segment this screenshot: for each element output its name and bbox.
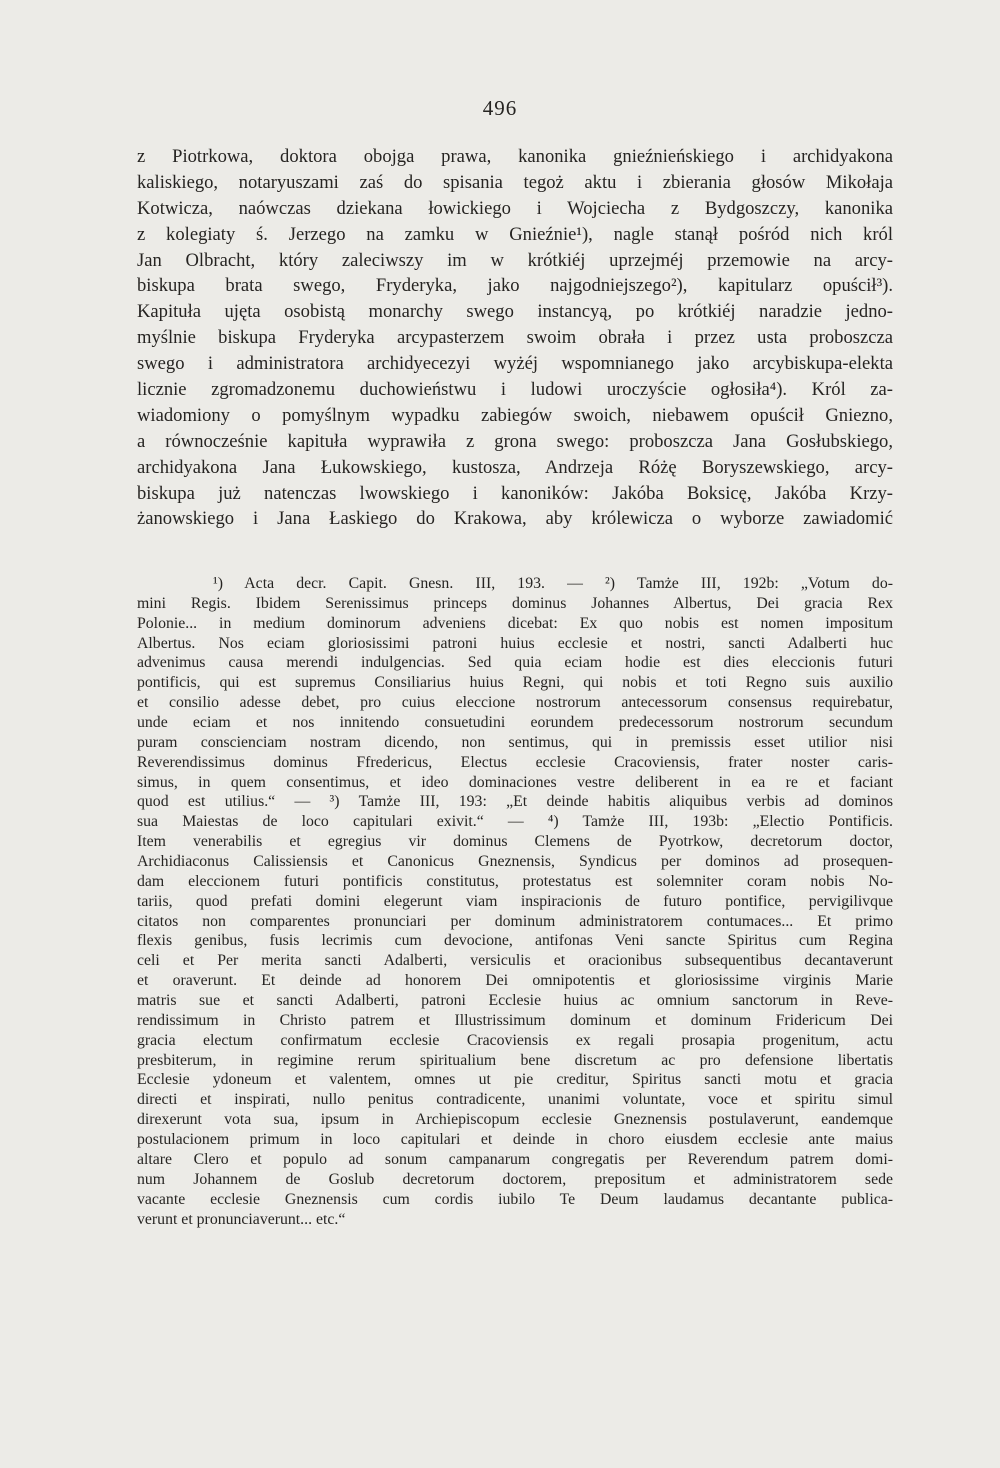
footnote-line: sua Maiestas de loco capitulari exivit.“ — ⁴) Tamże III, 193b: „Electio Pontificis. xyxy=(137,813,893,831)
footnote-line: rendissimum in Christo patrem et Illustrissimum dominum et dominum Fridericum Dei xyxy=(137,1011,893,1029)
footnote-line: Archidiaconus Calissiensis et Canonicus Gneznensis, Syndicus per dominos ad prosequen- xyxy=(137,853,893,871)
footnote-line: ¹) Acta decr. Capit. Gnesn. III, 193. — ²) Tamże III, 192b: „Votum do- xyxy=(213,575,893,592)
main-text-line: z Piotrkowa, doktora obojga prawa, kanonika gnieźnieńskiego i archidyakona xyxy=(137,146,893,167)
footnote-line: citatos non comparentes pronunciari per dominum administratorem contumaces... Et primo xyxy=(137,912,893,930)
footnote-line: postulacionem primum in loco capitulari et deinde in choro eiusdem ecclesie ante maius xyxy=(137,1131,893,1149)
footnote-line: num Johannem de Goslub decretorum doctorem, prepositum et administratorem sede xyxy=(137,1170,893,1188)
footnote-line: tariis, quod prefati domini elegerunt viam inspiracionis de futuro pontifice, pervigilivque xyxy=(137,892,893,910)
footnote-line: Albertus. Nos eciam gloriosissimi patroni huius ecclesie et nostri, sancti Adalberti huc xyxy=(137,634,893,652)
main-text-line: z kolegiaty ś. Jerzego na zamku w Gnieźnie¹), nagle stanął pośród nich król xyxy=(137,223,893,245)
main-text-line: swego i administratora archidyecezyi wyżéj wspomnianego jako arcybiskupa-elekta xyxy=(137,353,893,375)
footnote-line: vacante ecclesie Gneznensis cum cordis iubilo Te Deum laudamus decantante publica- xyxy=(137,1190,893,1208)
footnote-line: unde eciam et nos innitendo consuetudini eorundem predecessorum nostrorum secundum xyxy=(137,714,893,732)
footnote-line: advenimus causa merendi indulgencias. Sed quia eciam hodie est dies eleccionis futuri xyxy=(137,654,893,672)
footnote-line: direxerunt vota sua, ipsum in Archiepiscopum ecclesie Gneznensis postulaverunt, eandemque xyxy=(137,1111,893,1129)
main-text-line: żanowskiego i Jana Łaskiego do Krakowa, aby królewicza o wyborze zawiadomić xyxy=(137,508,893,530)
footnote-line: presbiterum, in regimine rerum spiritualium bene discretum ac pro defensione libertatis xyxy=(137,1051,893,1069)
main-text-line: Kapituła ujęta osobistą monarchy swego instancyą, po krótkiéj naradzie jedno- xyxy=(137,301,893,323)
main-text-line: a równocześnie kapituła wyprawiła z grona swego: proboszcza Jana Gosłubskiego, xyxy=(137,430,893,452)
main-text-line: biskupa brata swego, Fryderyka, jako najgodniejszego²), kapitularz opuścił³). xyxy=(137,275,893,297)
footnote-line: celi et Per merita sancti Adalberti, versiculis et oracionibus subsequentibus decantaverunt xyxy=(137,952,893,970)
main-text-line: Kotwicza, naówczas dziekana łowickiego i Wojciecha z Bydgoszczy, kanonika xyxy=(137,197,893,219)
main-text-line: wiadomiony o pomyślnym wypadku zabiegów swoich, niebawem opuścił Gniezno, xyxy=(137,404,893,426)
footnote-line: gracia electum confirmatum ecclesie Cracoviensis ex regali prosapia progenitum, actu xyxy=(137,1031,893,1049)
main-text-line: Jan Olbracht, który zaleciwszy im w krótkiéj uprzejméj przemowie na arcy- xyxy=(137,249,893,271)
main-text-line: archidyakona Jana Łukowskiego, kustosza, Andrzeja Różę Boryszewskiego, arcy- xyxy=(137,456,893,478)
footnote-line: pontificis, qui est supremus Consiliarius huius Regni, qui nobis et toti Regno suis auxilio xyxy=(137,674,893,692)
footnote-line: et consilio adesse debet, pro cuius eleccione nostrorum antecessorum consensus requirebatur, xyxy=(137,694,893,712)
main-text-line: biskupa już natenczas lwowskiego i kanoników: Jakóba Boksicę, Jakóba Krzy- xyxy=(137,482,893,504)
footnote-line: dam eleccionem futuri pontificis constitutus, protestatus est solemniter coram nobis No- xyxy=(137,872,893,890)
footnote-line: Item venerabilis et egregius vir dominus Clemens de Pyotrkow, decretorum doctor, xyxy=(137,833,893,851)
main-text-line: licznie zgromadzonemu duchowieństwu i ludowi uroczyście ogłosiła⁴). Król za- xyxy=(137,379,893,401)
footnote-line: quod est utilius.“ — ³) Tamże III, 193: „Et deinde habitis aliquibus verbis ad dominos xyxy=(137,793,893,811)
footnote-line: Ecclesie ydoneum et valentem, omnes ut pie creditur, Spiritus sancti motu et gracia xyxy=(137,1071,893,1089)
main-text-line: myślnie biskupa Fryderyka arcypasterzem swoim obrała i przez usta proboszcza xyxy=(137,327,893,349)
footnote-line: verunt et pronunciaverunt... etc.“ xyxy=(137,1210,346,1228)
footnote-line: altare Clero et populo ad sonum campanarum congregatis per Reverendum patrem domi- xyxy=(137,1150,893,1168)
footnote-line: mini Regis. Ibidem Serenissimus princeps dominus Johannes Albertus, Dei gracia Rex xyxy=(137,594,893,612)
page-number: 496 xyxy=(482,96,518,120)
footnote-line: simus, in quem consentimus, et ideo dominaciones vestre deliberent in ea re et faciant xyxy=(137,773,893,791)
footnote-line: Polonie... in medium dominorum adveniens dicebat: Ex quo nobis est nomen impositum xyxy=(137,614,893,632)
main-text xyxy=(137,144,893,532)
footnote-line: matris sue et sancti Adalberti, patroni Ecclesie huius ac omnium sanctorum in Reve- xyxy=(137,992,893,1010)
footnote-line: directi et inspirati, nullo penitus contradicente, unanimi voluntate, voce et spiritu simul xyxy=(137,1091,893,1109)
footnote-line: et oraverunt. Et deinde ad honorem Dei omnipotentis et gloriosissime virginis Marie xyxy=(137,972,893,990)
footnote-line: Reverendissimus dominus Ffredericus, Electus ecclesie Cracoviensis, frater noster caris- xyxy=(137,753,893,771)
footnote-line: puram conscienciam nostram dicendo, non sentimus, qui in premissis esset utilior nisi xyxy=(137,733,893,751)
main-text-line: kaliskiego, notaryuszami zaś do spisania tegoż aktu i zbierania głosów Mikołaja xyxy=(137,171,893,193)
footnote-line: flexis genibus, fusis lecrimis cum devocione, antifonas Veni sancte Spiritus cum Regina xyxy=(137,932,893,950)
footnotes xyxy=(137,574,893,1229)
